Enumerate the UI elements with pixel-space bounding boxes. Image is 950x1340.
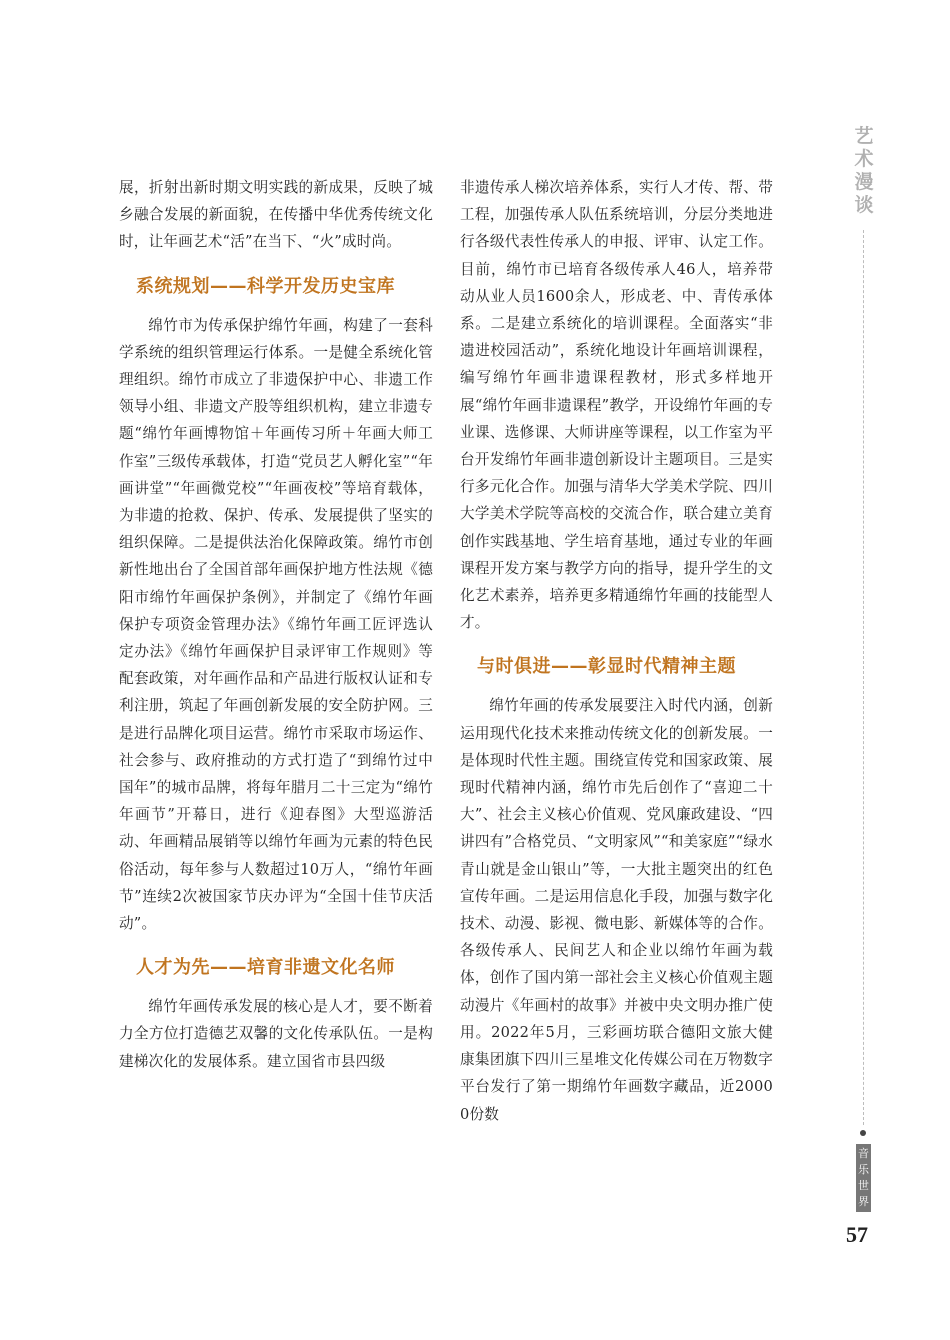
magazine-name: 音 乐 世 界 [856,1144,871,1212]
section-heading: 系统规划——科学开发历史宝库 [136,275,395,297]
section-heading: 与时俱进——彰显时代精神主题 [477,656,736,678]
sidebar-dot [860,1130,866,1136]
section-heading: 人才为先——培育非遗文化名师 [136,957,395,979]
left-column [119,174,433,1075]
page-number: 57 [846,1222,868,1247]
body-paragraph: 绵竹市为传承保护绵竹年画，构建了一套科学系统的组织管理运行体系。一是健全系统化管理组织。绵竹市成立了非遗保护中心、非遗工作领导小组、非遗文产股等组织机构，建立非遗专题“绵竹年画博物馆＋年画传习所＋年画大师工作室”三级传承载体，打造“党员艺人孵化室”“年画讲堂”“年画微党校”“年画夜校”等培育载体，为非遗的抢救、保护、传承、发展提供了坚实的组织保障。二是提供法治化保障政策。绵竹市创新性地出台了全国首部年画保护地方性法规《德阳市绵竹年画保护条例》，并制定了《绵竹年画保护专项资金管理办法》《绵竹年画工匠评选认定办法》《绵竹年画保护目录评审工作规则》等配套政策，对年画作品和产品进行版权认证和专利注册，筑起了年画创新发展的安全防护网。三是进行品牌化项目运营。绵竹市采取市场运作、社会参与、政府推动的方式打造了“到绵竹过中国年”的城市品牌，将每年腊月二十三定为“绵竹年画节”开幕日，进行《迎春图》大型巡游活动、年画精品展销等以绵竹年画为元素的特色民俗活动，每年参与人数超过10万人，“绵竹年画节”连续2次被国家节庆办评为“全国十佳节庆活动”。 [119,316,433,933]
body-paragraph: 绵竹年画传承发展的核心是人才，要不断着力全方位打造德艺双馨的文化传承队伍。一是构建梯次化的发展体系。建立国省市县四级 [119,998,433,1070]
sidebar-divider [863,230,864,1125]
right-column [460,174,773,1128]
body-paragraph: 绵竹年画的传承发展要注入时代内涵，创新运用现代化技术来推动传统文化的创新发展。一是体现时代性主题。围绕宣传党和国家政策、展现时代精神内涵，绵竹市先后创作了“喜迎二十大”、社会主义核心价值观、党风廉政建设、“四讲四有”合格党员、“文明家风”“和美家庭”“绿水青山就是金山银山”等，一大批主题突出的红色宣传年画。二是运用信息化手段，加强与数字化技术、动漫、影视、微电影、新媒体等的合作。各级传承人、民间艺人和企业以绵竹年画为载体，创作了国内第一部社会主义核心价值观主题动漫片《年画村的故事》并被中央文明办推广使用。2022年5月，三彩画坊联合德阳文旅大健康集团旗下四川三星堆文化传媒公司在万物数字平台发行了第一期绵竹年画数字藏品，近20000份数 [460,697,773,1123]
section-label: 艺 术 漫 谈 [854,125,874,216]
body-paragraph: 非遗传承人梯次培养体系，实行人才传、帮、带工程，加强传承人队伍系统培训，分层分类地进行各级代表性传承人的申报、评审、认定工作。目前，绵竹市已培育各级传承人46人，培养带动从业人员1600余人，形成老、中、青传承体系。二是建立系统化的培训课程。全面落实“非遗进校园活动”，系统化地设计年画培训课程，编写绵竹年画非遗课程教材，形式多样地开展“绵竹年画非遗课程”教学，开设绵竹年画的专业课、选修课、大师讲座等课程，以工作室为平台开发绵竹年画非遗创新设计主题项目。三是实行多元化合作。加强与清华大学美术学院、四川大学美术学院等高校的交流合作，联合建立美育创作实践基地、学生培育基地，通过专业的年画课程开发方案与教学方向的指导，提升学生的文化艺术素养，培养更多精通绵竹年画的技能型人才。 [460,179,773,632]
body-paragraph: 展，折射出新时期文明实践的新成果，反映了城乡融合发展的新面貌，在传播中华优秀传统文化时，让年画艺术“活”在当下、“火”成时尚。 [119,179,433,251]
